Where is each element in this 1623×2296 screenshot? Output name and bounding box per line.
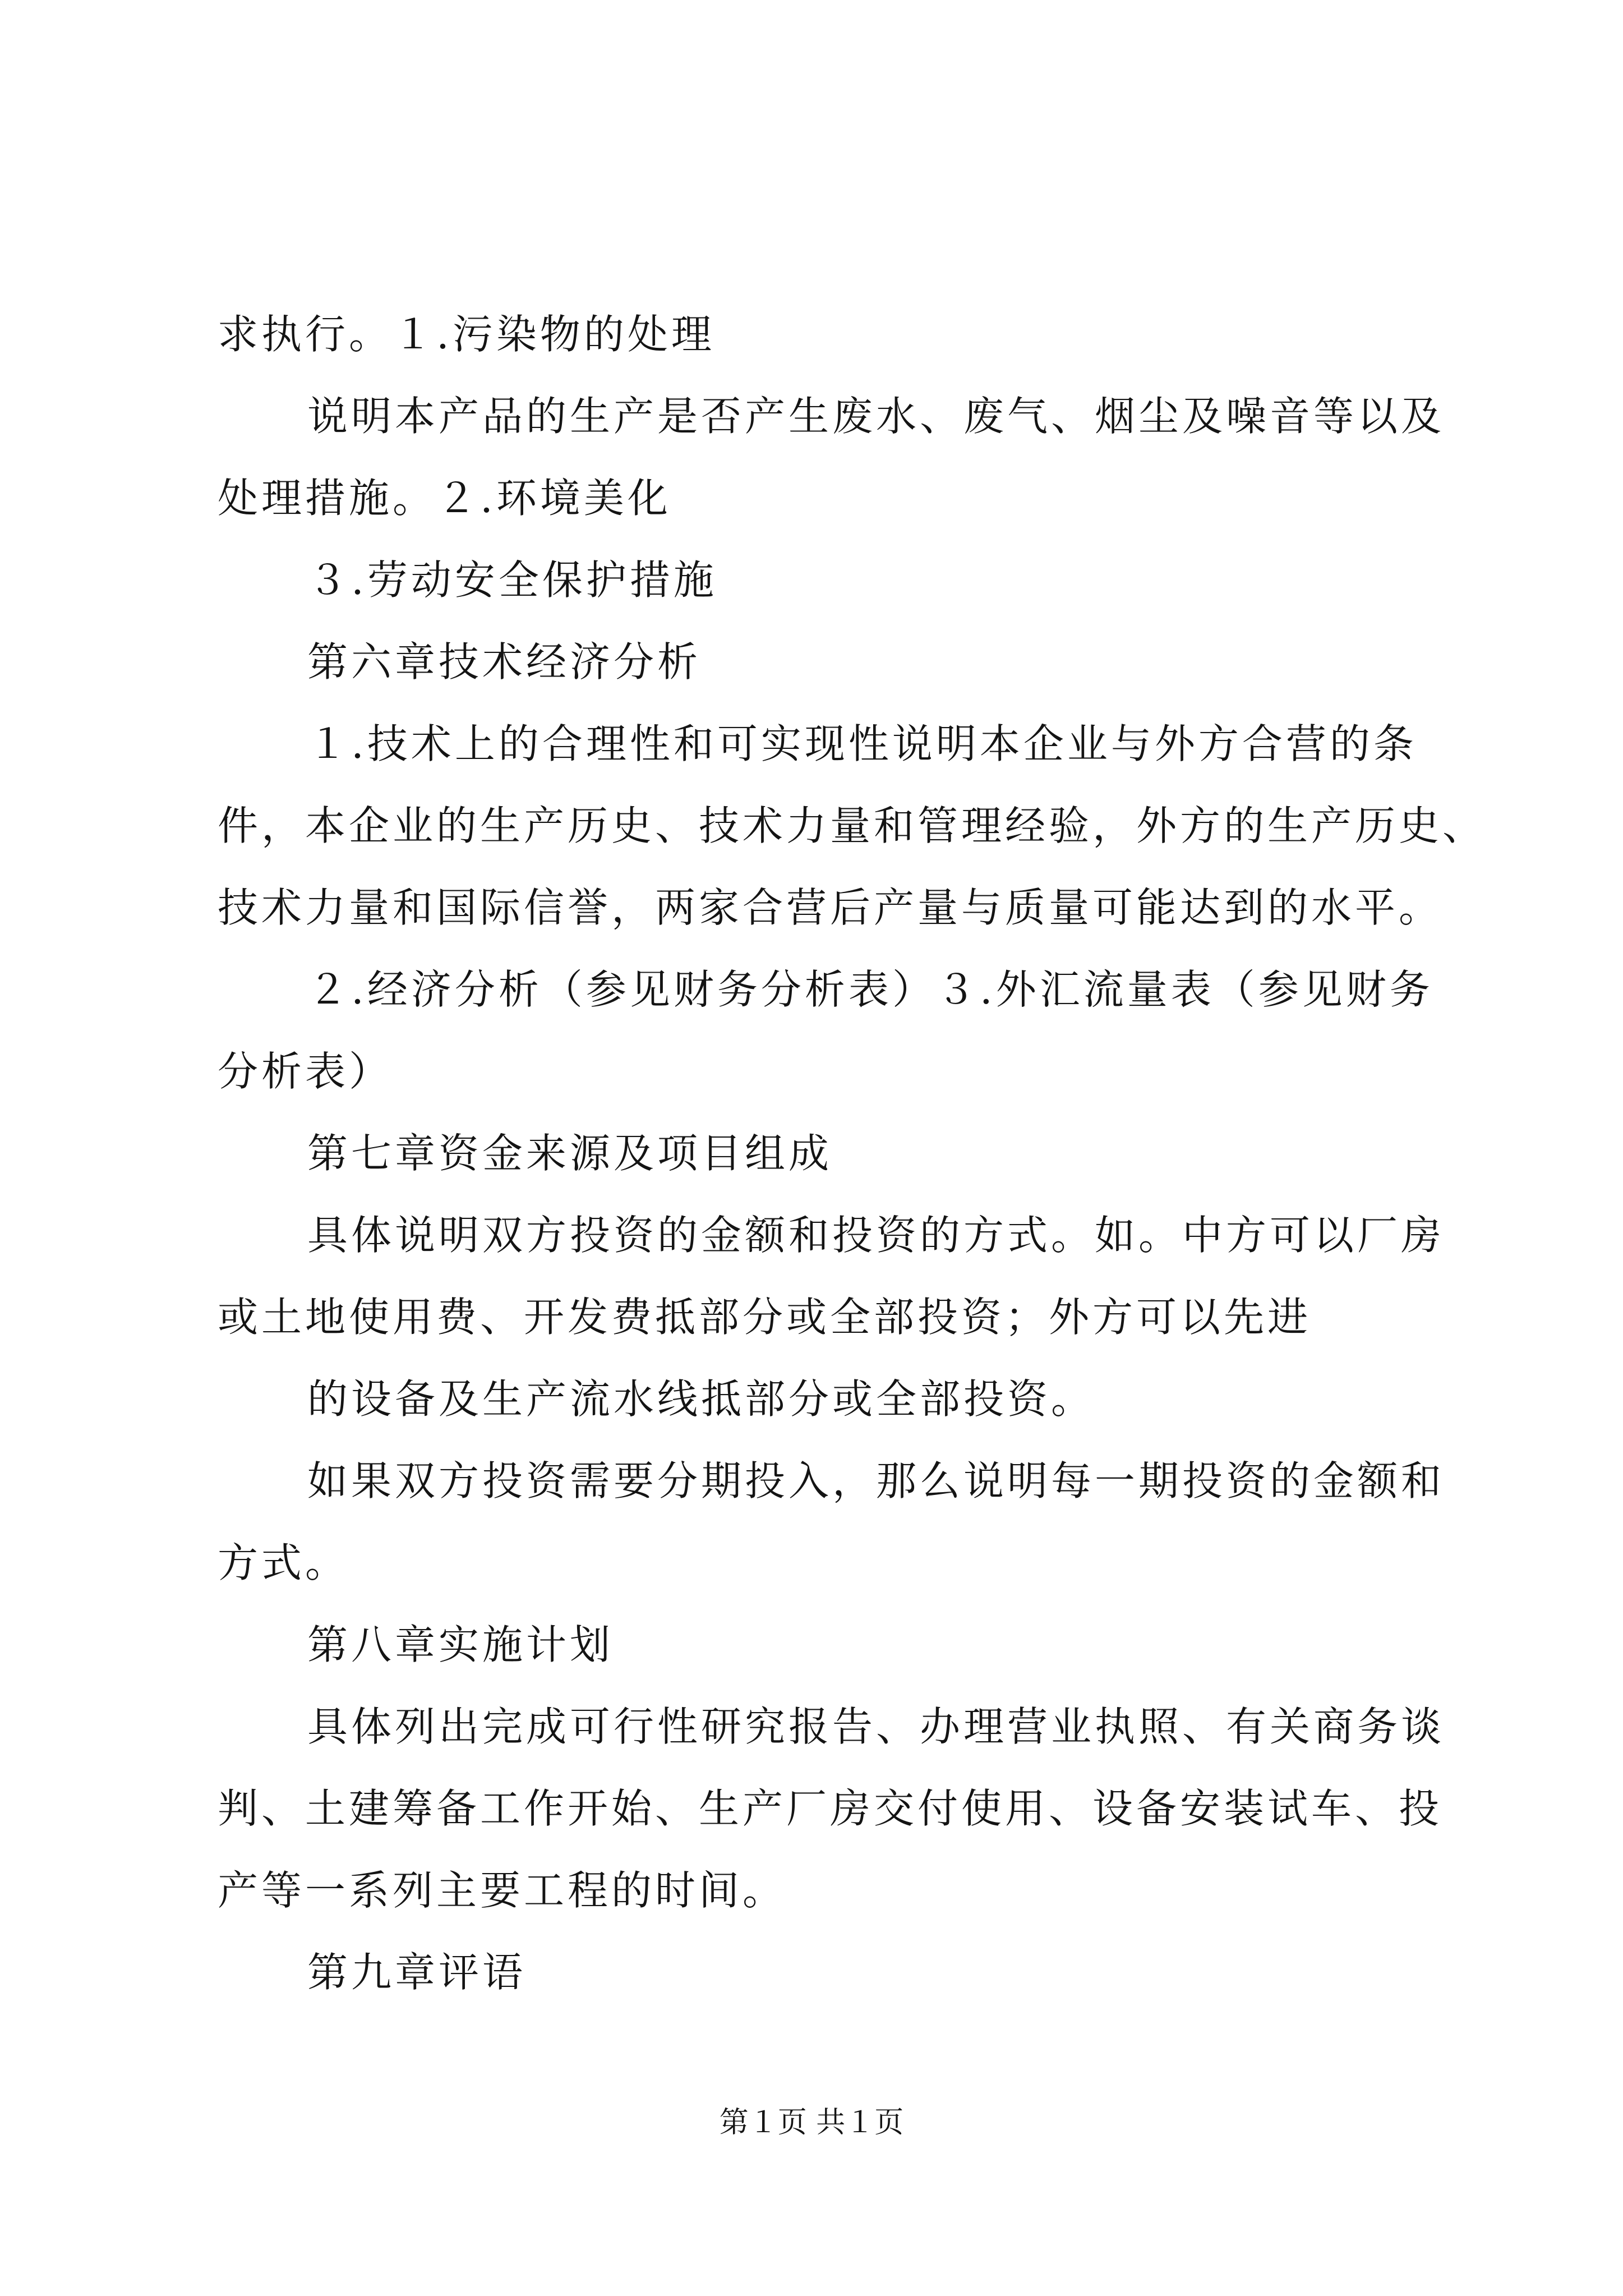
text-line: 具体说明双方投资的金额和投资的方式。如。中方可以厂房 (307, 1212, 1445, 1259)
text-line: 判、土建筹备工作开始、生产厂房交付使用、设备安装试车、投 (218, 1785, 1443, 1832)
text-line: 求执行。１.污染物的处理 (218, 311, 715, 358)
text-line: １.技术上的合理性和可实现性说明本企业与外方合营的条 (307, 720, 1417, 767)
text-line: 如果双方投资需要分期投入，那么说明每一期投资的金额和 (307, 1457, 1445, 1504)
text-line: 技术力量和国际信誉，两家合营后产量与质量可能达到的水平。 (218, 884, 1443, 931)
section-heading: 第七章资金来源及项目组成 (307, 1130, 833, 1177)
text-line: 件，本企业的生产历史、技术力量和管理经验，外方的生产历史、 (218, 802, 1487, 849)
text-line: 说明本产品的生产是否产生废水、废气、烟尘及噪音等以及 (307, 393, 1445, 440)
text-line: ３.劳动安全保护措施 (307, 556, 717, 604)
text-line: 的设备及生产流水线抵部分或全部投资。 (307, 1375, 1095, 1423)
text-line: 具体列出完成可行性研究报告、办理营业执照、有关商务谈 (307, 1703, 1445, 1750)
text-line: 产等一系列主要工程的时间。 (218, 1867, 787, 1914)
section-heading: 第六章技术经济分析 (307, 638, 702, 685)
page-number-footer: 第１页 共１页 (719, 2106, 904, 2139)
section-heading: 第九章评语 (307, 1949, 527, 1996)
text-line: 处理措施。２.环境美化 (218, 475, 671, 522)
section-heading: 第八章实施计划 (307, 1621, 614, 1668)
text-line: 方式。 (218, 1539, 349, 1586)
text-line: 分析表） (218, 1048, 393, 1095)
text-line: ２.经济分析（参见财务分析表）３.外汇流量表（参见财务 (307, 966, 1433, 1013)
text-line: 或土地使用费、开发费抵部分或全部投资；外方可以先进 (218, 1294, 1312, 1341)
